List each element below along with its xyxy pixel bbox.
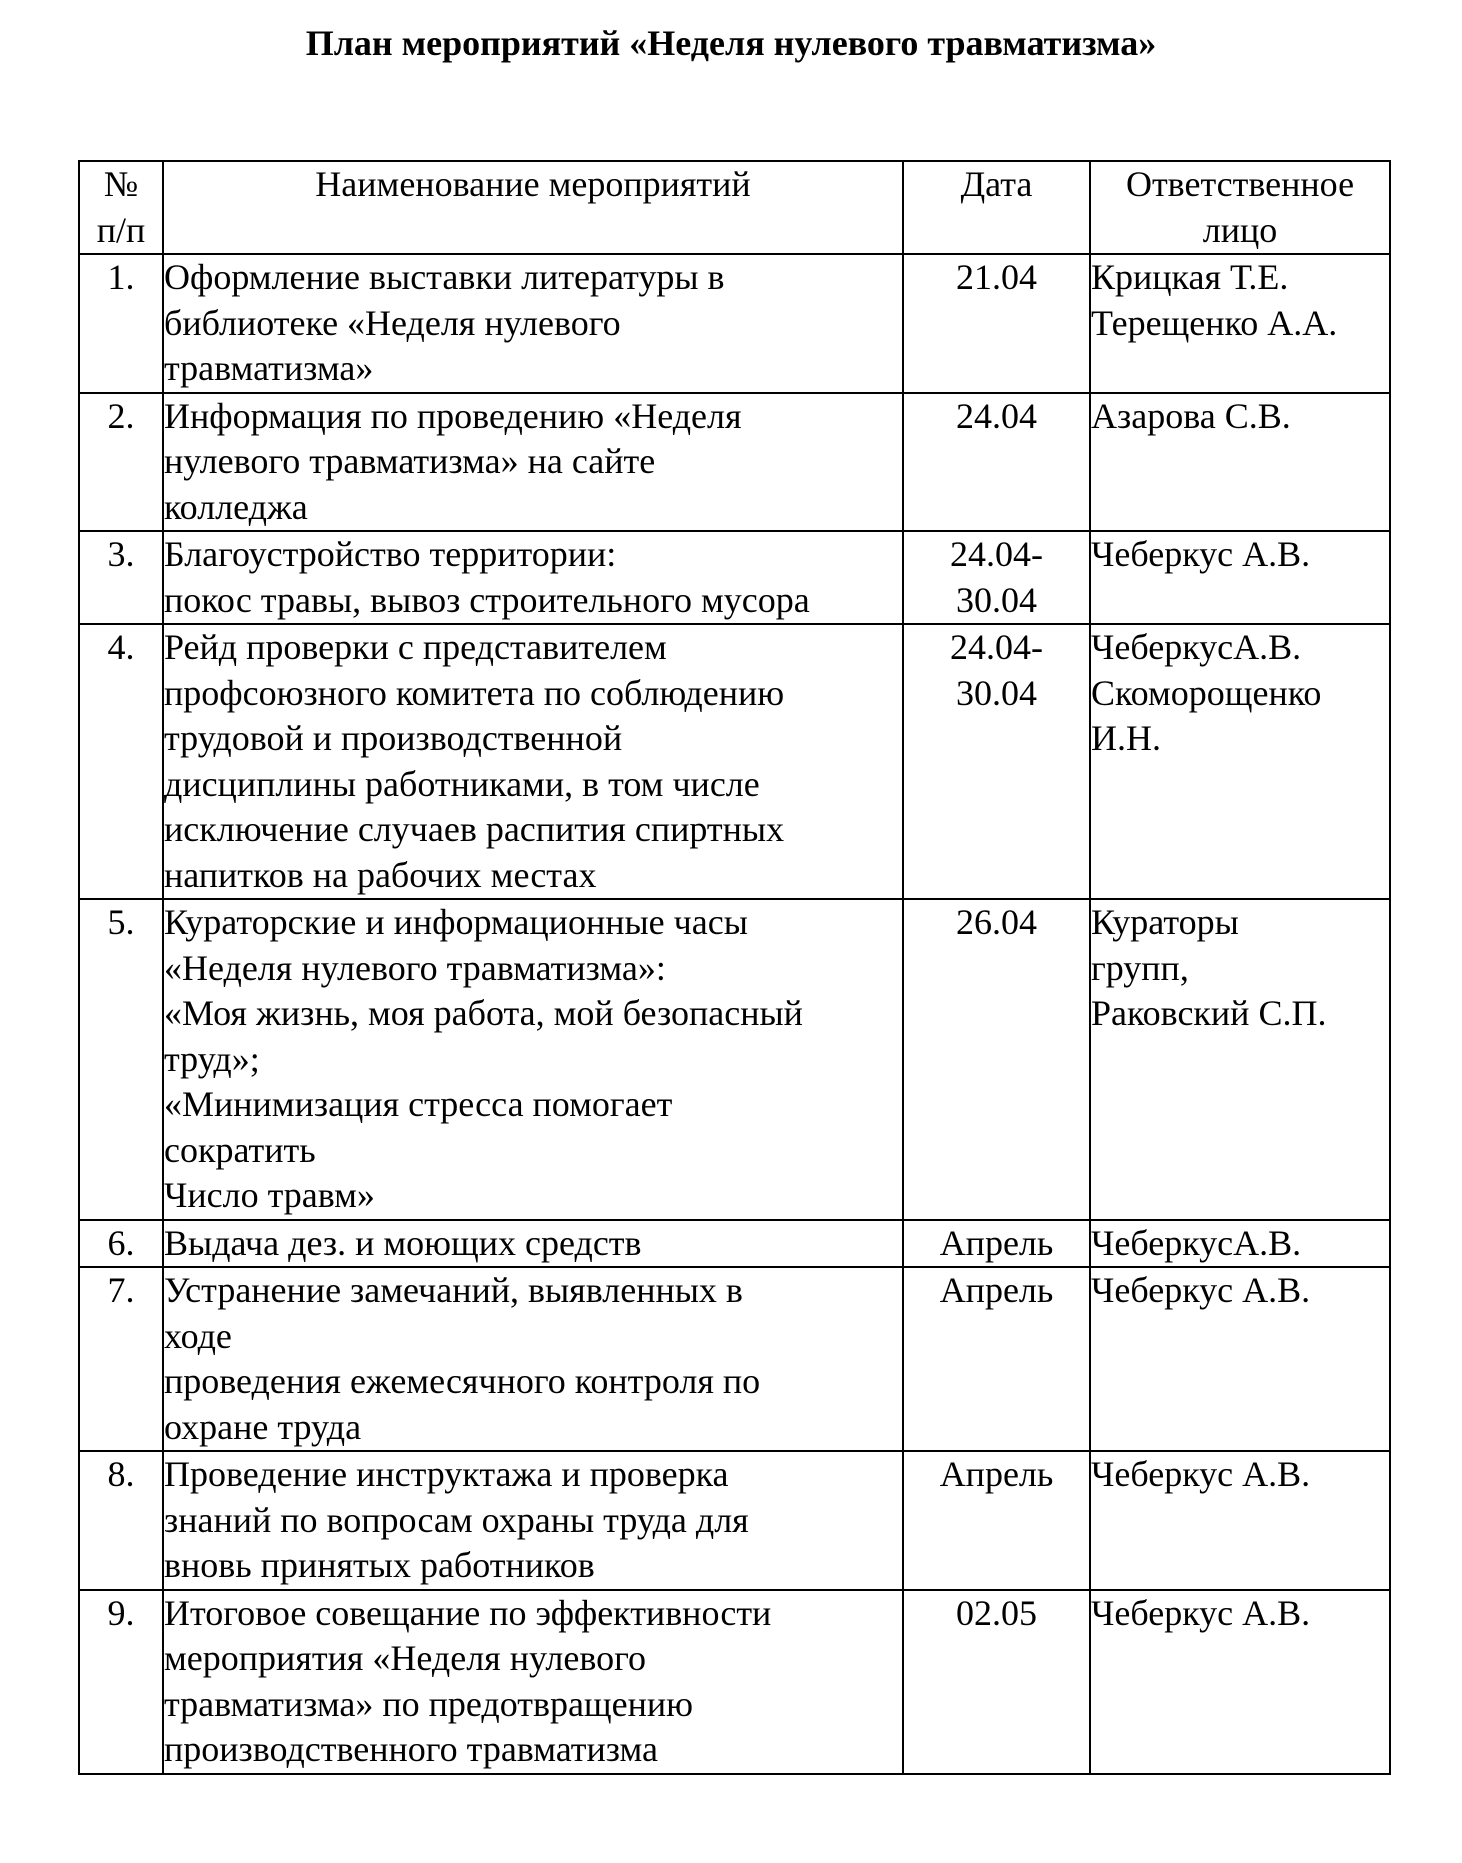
header-date: Дата — [903, 161, 1090, 254]
event-name-line: Итоговое совещание по эффективности — [164, 1592, 772, 1633]
event-name-line: колледжа — [164, 486, 308, 527]
date-cell — [903, 1267, 1090, 1451]
date-line: 26.04 — [956, 902, 1037, 942]
row-number: 5. — [79, 899, 163, 1220]
table-row — [79, 899, 1390, 1220]
table-row — [79, 1590, 1390, 1774]
event-name-cell — [163, 624, 903, 899]
responsible-cell — [1090, 1220, 1390, 1268]
date-line: 24.04- — [950, 627, 1043, 667]
responsible-cell — [1090, 254, 1390, 393]
event-name-line: сократить — [164, 1129, 316, 1170]
date-cell — [903, 1220, 1090, 1268]
event-name-cell — [163, 531, 903, 624]
event-name-cell — [163, 899, 903, 1220]
event-name-line: проведения ежемесячного контроля по — [164, 1361, 761, 1401]
event-name-line: Устранение замечаний, выявленных в — [164, 1270, 743, 1310]
date-line: Апрель — [939, 1222, 1054, 1263]
row-number: 7. — [79, 1267, 163, 1451]
event-name-line: труд»; — [164, 1038, 260, 1079]
responsible-cell — [1090, 1267, 1390, 1451]
responsible-cell — [1090, 624, 1390, 899]
event-name-line: знаний по вопросам охраны труда для — [164, 1499, 749, 1540]
date-cell — [903, 254, 1090, 393]
event-name-line: напитков на рабочих местах — [164, 854, 597, 895]
date-line: 30.04 — [956, 579, 1037, 620]
event-name-line: Информация по проведению «Неделя — [164, 395, 742, 436]
event-name-line: библиотеке «Неделя нулевого — [164, 302, 621, 343]
date-line: 24.04- — [950, 534, 1043, 574]
event-name-cell — [163, 1451, 903, 1590]
table-row — [79, 254, 1390, 393]
event-name-line: производственного травматизма — [164, 1729, 658, 1769]
date-line: Апрель — [939, 1454, 1054, 1494]
event-name-line: травматизма» по предотвращению — [164, 1683, 694, 1724]
responsible-line: ЧеберкусА.В. — [1091, 1222, 1302, 1263]
date-line: Апрель — [939, 1270, 1054, 1310]
responsible-line: ЧеберкусА.В. — [1091, 627, 1302, 667]
event-name-line: Выдача дез. и моющих средств — [164, 1222, 642, 1263]
row-number: 2. — [79, 393, 163, 532]
events-plan-table — [78, 160, 1391, 1775]
event-name-line: профсоюзного комитета по соблюдению — [164, 672, 785, 713]
table-row — [79, 531, 1390, 624]
event-name-line: охране труда — [164, 1406, 362, 1447]
header-event-name: Наименование мероприятий — [163, 161, 903, 254]
row-number: 6. — [79, 1220, 163, 1268]
event-name-line: Рейд проверки с представителем — [164, 627, 667, 667]
responsible-cell — [1090, 899, 1390, 1220]
date-cell — [903, 624, 1090, 899]
event-name-line: ходе — [164, 1315, 232, 1356]
header-number: № п/п — [79, 161, 163, 254]
responsible-line: Терещенко А.А. — [1091, 302, 1338, 343]
event-name-cell — [163, 254, 903, 393]
date-line: 24.04 — [956, 395, 1037, 436]
responsible-line: Чеберкус А.В. — [1091, 1454, 1311, 1494]
date-cell — [903, 393, 1090, 532]
responsible-line: Азарова С.В. — [1091, 395, 1291, 436]
event-name-line: Оформление выставки литературы в — [164, 257, 725, 297]
event-name-cell — [163, 1590, 903, 1774]
event-name-line: исключение случаев распития спиртных — [164, 809, 785, 849]
row-number: 3. — [79, 531, 163, 624]
responsible-line: Раковский С.П. — [1091, 993, 1327, 1033]
event-name-line: травматизма» — [164, 348, 374, 388]
responsible-cell — [1090, 393, 1390, 532]
table-row — [79, 624, 1390, 899]
event-name-line: вновь принятых работников — [164, 1545, 595, 1585]
responsible-line: Чеберкус А.В. — [1091, 1592, 1311, 1633]
event-name-line: Проведение инструктажа и проверка — [164, 1454, 729, 1494]
responsible-line: Чеберкус А.В. — [1091, 1270, 1311, 1310]
table-row — [79, 1451, 1390, 1590]
event-name-line: нулевого травматизма» на сайте — [164, 441, 656, 481]
event-name-line: Кураторские и информационные часы — [164, 902, 748, 942]
date-cell — [903, 1590, 1090, 1774]
event-name-line: «Моя жизнь, моя работа, мой безопасный — [164, 993, 803, 1033]
responsible-cell — [1090, 1590, 1390, 1774]
table-row — [79, 1220, 1390, 1268]
row-number: 9. — [79, 1590, 163, 1774]
event-name-cell — [163, 1267, 903, 1451]
event-name-line: «Неделя нулевого травматизма»: — [164, 947, 666, 988]
responsible-cell — [1090, 531, 1390, 624]
table-row — [79, 393, 1390, 532]
event-name-line: дисциплины работниками, в том числе — [164, 763, 760, 804]
page-title: План мероприятий «Неделя нулевого травматизма» — [305, 23, 1157, 63]
row-number: 8. — [79, 1451, 163, 1590]
event-name-cell — [163, 393, 903, 532]
event-name-line: покос травы, вывоз строительного мусора — [164, 579, 810, 620]
event-name-line: мероприятия «Неделя нулевого — [164, 1638, 646, 1678]
table-body — [79, 254, 1390, 1774]
responsible-line: И.Н. — [1091, 718, 1161, 758]
date-line: 21.04 — [956, 257, 1037, 297]
responsible-line: Кураторы — [1091, 902, 1239, 942]
event-name-line: Благоустройство территории: — [164, 534, 617, 574]
responsible-cell — [1090, 1451, 1390, 1590]
event-name-line: «Минимизация стресса помогает — [164, 1084, 673, 1124]
row-number: 1. — [79, 254, 163, 393]
responsible-line: групп, — [1091, 947, 1189, 988]
date-cell — [903, 899, 1090, 1220]
date-line: 02.05 — [956, 1592, 1037, 1633]
event-name-cell — [163, 1220, 903, 1268]
event-name-line: трудовой и производственной — [164, 718, 623, 758]
header-responsible: Ответственное лицо — [1090, 161, 1390, 254]
date-cell — [903, 1451, 1090, 1590]
responsible-line: Крицкая Т.Е. — [1091, 257, 1289, 297]
event-name-line: Число травм» — [164, 1175, 375, 1215]
table-header-row — [79, 161, 1390, 254]
responsible-line: Чеберкус А.В. — [1091, 534, 1311, 574]
row-number: 4. — [79, 624, 163, 899]
date-line: 30.04 — [956, 672, 1037, 713]
table-row — [79, 1267, 1390, 1451]
date-cell — [903, 531, 1090, 624]
responsible-line: Скоморощенко — [1091, 672, 1322, 713]
